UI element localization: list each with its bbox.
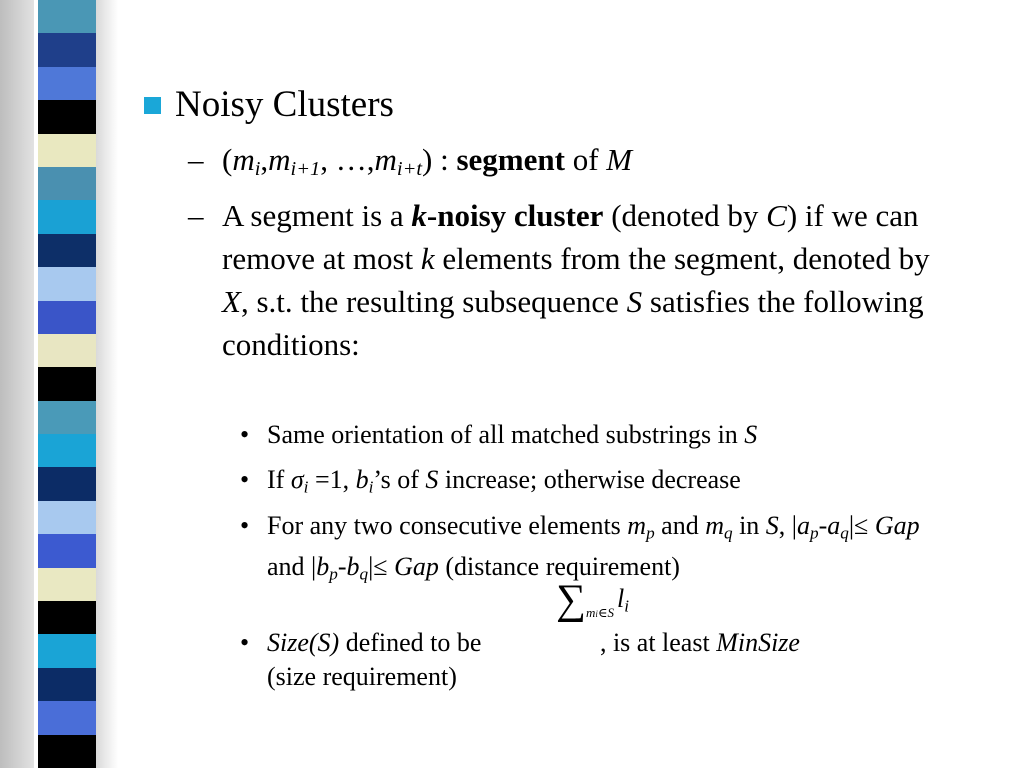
strip-block: [38, 234, 98, 267]
strip-block: [38, 467, 98, 500]
square-bullet-icon: [144, 97, 161, 114]
noisy-cluster-definition: A segment is a k-noisy cluster (denoted by C) if we can remove at most k elements from the segment, denoted by X, s.t. the resulting subsequence S satisfies the following conditions:: [222, 198, 930, 362]
strip-block: [38, 434, 98, 467]
strip-block: [38, 701, 98, 734]
strip-block: [38, 401, 98, 434]
strip-block: [38, 301, 98, 334]
strip-block: [38, 33, 98, 66]
strip-block: [38, 534, 98, 567]
strip-block: [38, 634, 98, 667]
strip-block: [38, 200, 98, 233]
strip-block: [38, 334, 98, 367]
strip-edge: [96, 0, 118, 768]
strip-block: [38, 267, 98, 300]
strip-block: [38, 167, 98, 200]
strip-color-bar: [38, 0, 98, 768]
dash-marker: –: [188, 198, 204, 233]
strip-shadow: [0, 0, 34, 768]
strip-block: [38, 367, 98, 400]
strip-block: [38, 735, 98, 768]
strip-block: [38, 67, 98, 100]
strip-block: [38, 568, 98, 601]
segment-definition: ($m_i,m_{i+1}$, $\dots,m_{i+t}$) : segment of M: [222, 142, 633, 181]
strip-block: [38, 668, 98, 701]
strip-block: [38, 601, 98, 634]
heading-text: Noisy Clusters: [175, 84, 394, 125]
size-sum-formula: $\sum_{mi\in S}$ $l_i$: [556, 577, 629, 623]
decorative-strip: [0, 0, 118, 768]
strip-block: [38, 134, 98, 167]
dash-marker: –: [188, 142, 204, 177]
heading-bullet: [144, 82, 394, 128]
strip-block: [38, 100, 98, 133]
strip-block: [38, 501, 98, 534]
strip-block: [38, 0, 98, 33]
